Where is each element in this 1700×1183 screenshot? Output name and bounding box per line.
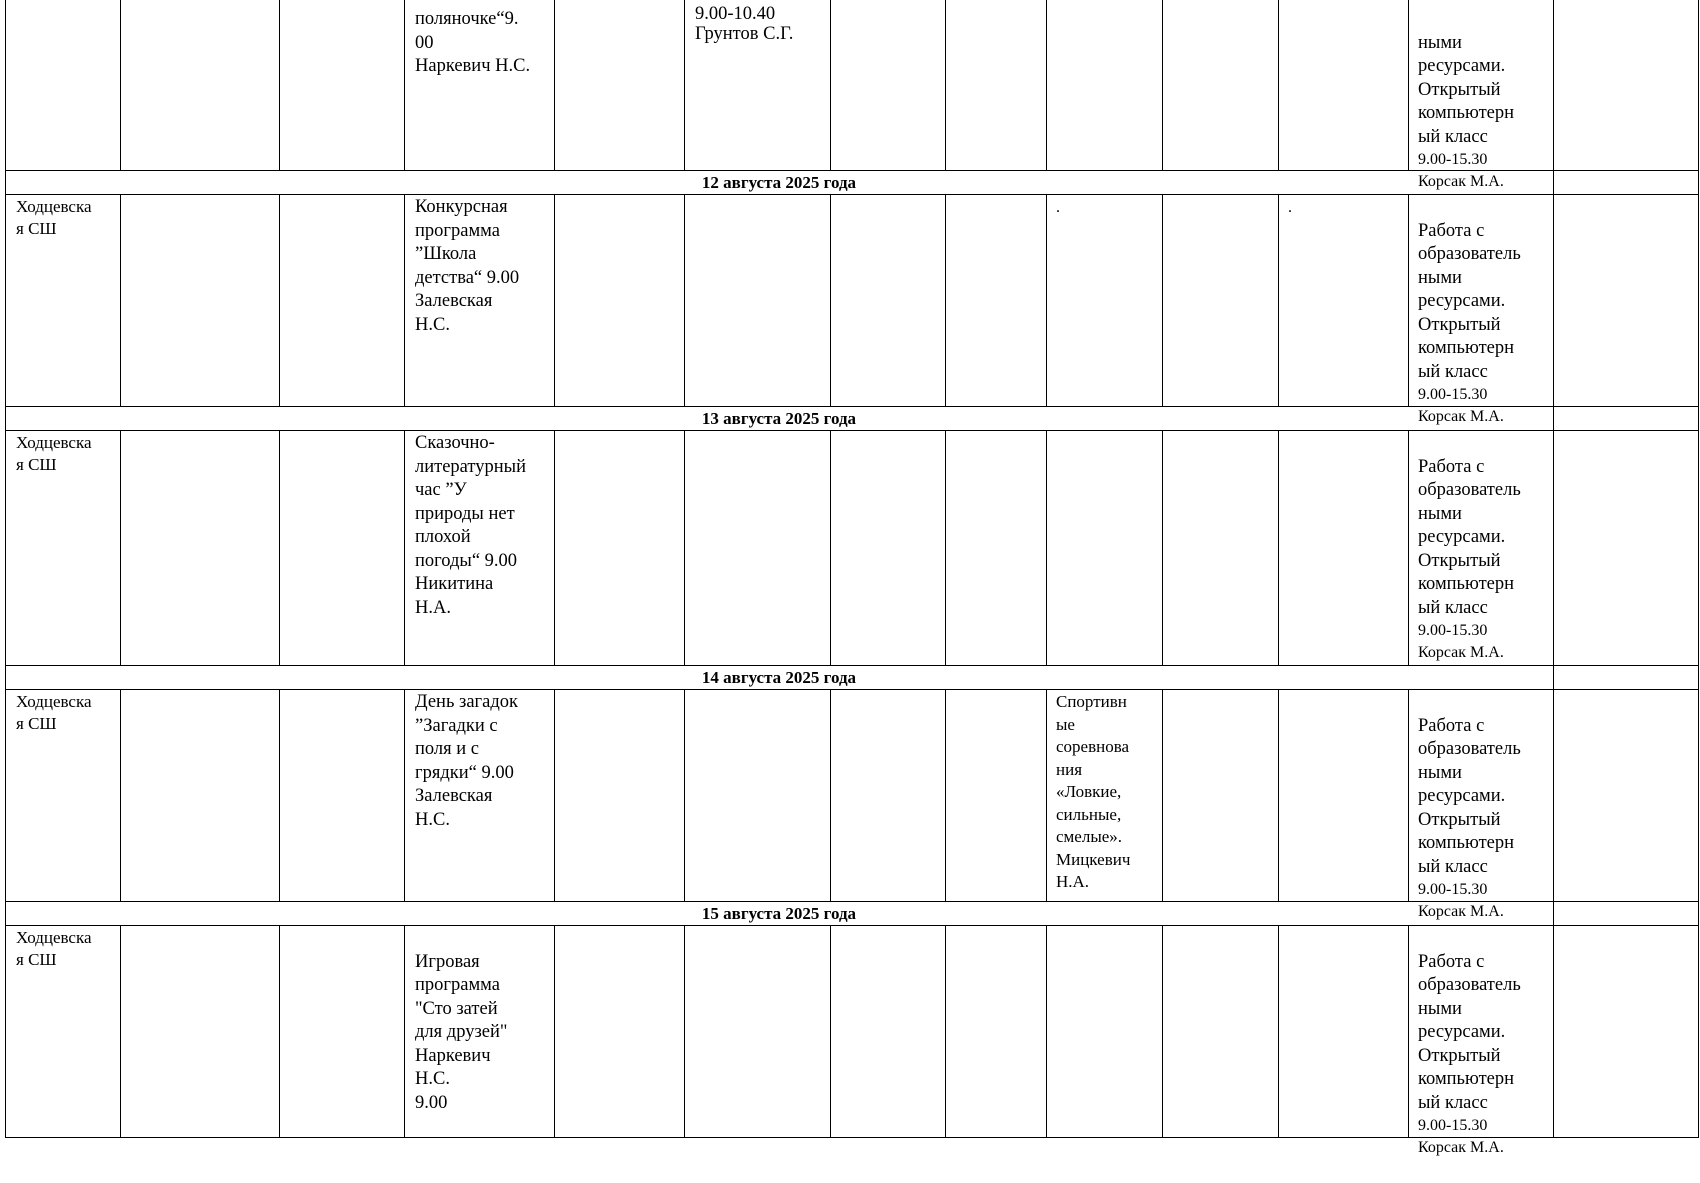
col-line xyxy=(1046,194,1047,407)
col-line xyxy=(830,194,831,407)
col-line xyxy=(1553,0,1554,1138)
col-line xyxy=(945,0,946,171)
col-line xyxy=(830,430,831,666)
top-col12-small: 9.00-15.30 Корсак М.А. xyxy=(1418,151,1504,190)
school-cell: Ходцевска я СШ xyxy=(16,197,92,238)
col-line xyxy=(684,0,685,171)
col-line xyxy=(1408,689,1409,902)
school-cell: Ходцевска я СШ xyxy=(16,433,92,474)
resources-main: Работа с образователь ными ресурсами. Открытый компьютерн ый класс xyxy=(1418,220,1521,382)
col-line xyxy=(945,194,946,407)
col-line xyxy=(1278,194,1279,407)
col-line xyxy=(279,194,280,407)
col-line xyxy=(1278,925,1279,1138)
resources-main: Работа с образователь ными ресурсами. Открытый компьютерн ый класс xyxy=(1418,715,1521,877)
col-line xyxy=(5,0,6,1138)
resources-small: 9.00-15.30 Корсак М.А. xyxy=(1418,622,1504,661)
col-line xyxy=(684,689,685,902)
top-col12-main: ными ресурсами. Открытый компьютерн ый класс xyxy=(1418,32,1515,147)
col-line xyxy=(554,0,555,171)
col-line xyxy=(1278,0,1279,171)
col-line xyxy=(1408,0,1409,171)
resources-main: Работа с образователь ными ресурсами. Открытый компьютерн ый класс xyxy=(1418,456,1521,618)
col-line xyxy=(1162,0,1163,171)
col-line xyxy=(404,0,405,171)
col-line xyxy=(830,689,831,902)
col-line xyxy=(945,430,946,666)
school-cell: Ходцевска я СШ xyxy=(16,928,92,969)
col-line xyxy=(1408,925,1409,1138)
resources-small: 9.00-15.30 Корсак М.А. xyxy=(1418,881,1504,920)
top-col6-cell: 9.00-10.40 Грунтов С.Г. xyxy=(695,4,794,44)
school-cell: Ходцевска я СШ xyxy=(16,692,92,733)
col-line xyxy=(1278,689,1279,902)
date-header: 12 августа 2025 года xyxy=(701,173,857,192)
col-line xyxy=(1046,430,1047,666)
col-line xyxy=(945,925,946,1138)
col-line xyxy=(404,430,405,666)
activity-cell: Сказочно- литературный час ”У природы нет плохой погоды“ 9.00 Никитина Н.А. xyxy=(415,433,526,618)
resources-main: Работа с образователь ными ресурсами. Открытый компьютерн ый класс xyxy=(1418,951,1521,1113)
col-line xyxy=(684,925,685,1138)
resources-cell xyxy=(1418,927,1550,1183)
col-line xyxy=(1046,925,1047,1138)
date-header: 13 августа 2025 года xyxy=(701,409,857,428)
col-line xyxy=(684,430,685,666)
col-line xyxy=(1046,0,1047,171)
col-line xyxy=(1162,430,1163,666)
col-line xyxy=(1278,430,1279,666)
col-line xyxy=(684,194,685,407)
col-line xyxy=(404,925,405,1138)
date-header: 14 августа 2025 года xyxy=(701,668,857,687)
col9-cell: . xyxy=(1056,199,1060,216)
col-line xyxy=(120,194,121,407)
col-line xyxy=(120,430,121,666)
row-line xyxy=(5,689,1699,690)
top-col4-cell: поляночке“9. 00 Наркевич Н.С. xyxy=(415,9,531,76)
col-line xyxy=(830,925,831,1138)
resources-small: 9.00-15.30 Корсак М.А. xyxy=(1418,1117,1504,1156)
col-line xyxy=(120,925,121,1138)
col-line xyxy=(1408,430,1409,666)
col-line xyxy=(1162,925,1163,1138)
col-line xyxy=(1162,194,1163,407)
col11-cell: . xyxy=(1288,199,1292,216)
col-line xyxy=(120,689,121,902)
col-line xyxy=(279,0,280,171)
col-line xyxy=(404,194,405,407)
sport-cell: Спортивн ые соревнова ния «Ловкие, сильные, смелые». Мицкевич Н.А. xyxy=(1056,692,1131,891)
col-line xyxy=(1162,689,1163,902)
activity-cell: Конкурсная программа ”Школа детства“ 9.00 Залевская Н.С. xyxy=(415,197,520,335)
resources-small: 9.00-15.30 Корсак М.А. xyxy=(1418,386,1504,425)
col-line xyxy=(1698,0,1699,1138)
col-line xyxy=(120,0,121,171)
col-line xyxy=(279,430,280,666)
activity-cell: День загадок ”Загадки с поля и с грядки“ 9.00 Залевская Н.С. xyxy=(415,692,518,830)
date-header: 15 августа 2025 года xyxy=(701,904,857,923)
col-line xyxy=(279,689,280,902)
col-line xyxy=(404,689,405,902)
col-line xyxy=(1408,194,1409,407)
col-line xyxy=(945,689,946,902)
col-line xyxy=(279,925,280,1138)
activity-cell: Игровая программа "Сто затей для друзей" Наркевич Н.С. 9.00 xyxy=(415,951,508,1113)
col-line xyxy=(1046,689,1047,902)
resources-cell xyxy=(1418,432,1550,688)
